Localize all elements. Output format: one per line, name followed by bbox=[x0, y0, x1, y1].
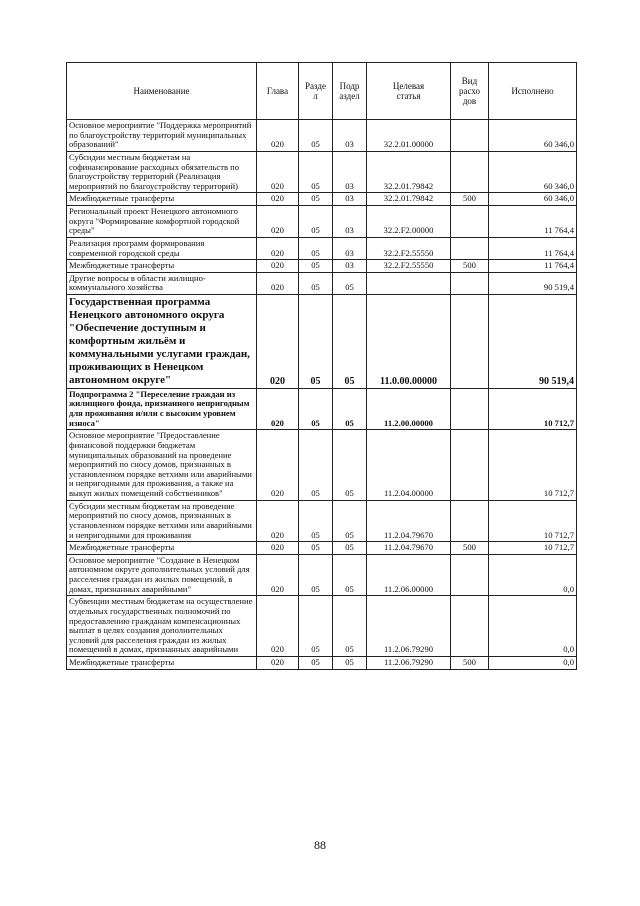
cell-vid bbox=[451, 500, 489, 542]
cell-razdel: 05 bbox=[299, 542, 333, 555]
cell-amount: 90 519,4 bbox=[489, 295, 577, 389]
cell-podrazdel: 05 bbox=[333, 388, 367, 430]
cell-glava: 020 bbox=[257, 500, 299, 542]
table-row bbox=[67, 120, 577, 152]
header-row bbox=[67, 63, 577, 120]
cell-vid: 500 bbox=[451, 542, 489, 555]
cell-amount: 60 346,0 bbox=[489, 151, 577, 193]
cell-glava: 020 bbox=[257, 260, 299, 273]
header-name: Наименование bbox=[67, 63, 257, 120]
cell-vid bbox=[451, 388, 489, 430]
table-row bbox=[67, 554, 577, 596]
cell-razdel: 05 bbox=[299, 430, 333, 500]
table-row bbox=[67, 500, 577, 542]
table-row bbox=[67, 272, 577, 294]
cell-vid: 500 bbox=[451, 193, 489, 206]
cell-glava: 020 bbox=[257, 193, 299, 206]
cell-glava: 020 bbox=[257, 237, 299, 259]
cell-vid: 500 bbox=[451, 657, 489, 670]
cell-amount: 11 764,4 bbox=[489, 237, 577, 259]
cell-amount: 10 712,7 bbox=[489, 388, 577, 430]
cell-name: Реализация программ формирования современной городской среды bbox=[67, 237, 257, 259]
cell-razdel: 05 bbox=[299, 554, 333, 596]
cell-razdel: 05 bbox=[299, 120, 333, 152]
cell-razdel: 05 bbox=[299, 206, 333, 238]
cell-name: Региональный проект Ненецкого автономного округа "Формирование комфортной городской среды" bbox=[67, 206, 257, 238]
table-row bbox=[67, 388, 577, 430]
table-row bbox=[67, 657, 577, 670]
cell-article: 11.2.00.00000 bbox=[367, 388, 451, 430]
header-vid: Вид расхо дов bbox=[451, 63, 489, 120]
cell-amount: 10 712,7 bbox=[489, 430, 577, 500]
cell-vid bbox=[451, 206, 489, 238]
cell-podrazdel: 05 bbox=[333, 430, 367, 500]
cell-article: 11.2.04.79670 bbox=[367, 542, 451, 555]
table-row bbox=[67, 430, 577, 500]
cell-name: Межбюджетные трансферты bbox=[67, 542, 257, 555]
cell-name: Государственная программа Ненецкого автономного округа "Обеспечение доступным и комфортным жильём и коммунальными услугами граждан, проживающих в Ненецком автономном округе" bbox=[67, 295, 257, 389]
cell-vid bbox=[451, 272, 489, 294]
cell-vid bbox=[451, 430, 489, 500]
table-row bbox=[67, 596, 577, 657]
cell-glava: 020 bbox=[257, 206, 299, 238]
cell-vid: 500 bbox=[451, 260, 489, 273]
cell-amount: 11 764,4 bbox=[489, 206, 577, 238]
cell-amount: 10 712,7 bbox=[489, 500, 577, 542]
cell-amount: 0,0 bbox=[489, 596, 577, 657]
cell-article: 32.2.01.00000 bbox=[367, 120, 451, 152]
cell-amount: 60 346,0 bbox=[489, 120, 577, 152]
cell-razdel: 05 bbox=[299, 657, 333, 670]
table-row bbox=[67, 193, 577, 206]
cell-razdel: 05 bbox=[299, 388, 333, 430]
cell-podrazdel: 03 bbox=[333, 206, 367, 238]
cell-name: Межбюджетные трансферты bbox=[67, 193, 257, 206]
cell-podrazdel: 03 bbox=[333, 193, 367, 206]
cell-article: 11.2.06.00000 bbox=[367, 554, 451, 596]
cell-podrazdel: 05 bbox=[333, 295, 367, 389]
cell-name: Основное мероприятие "Предоставление финансовой поддержки бюджетам муниципальных образований на проведение мероприятий по сносу домов, признанных в установленном порядке ветхими или аварийными и непригодными для проживания, а также на выкуп жилых помещений собственников" bbox=[67, 430, 257, 500]
cell-glava: 020 bbox=[257, 388, 299, 430]
cell-glava: 020 bbox=[257, 295, 299, 389]
cell-vid bbox=[451, 120, 489, 152]
cell-podrazdel: 05 bbox=[333, 272, 367, 294]
cell-article: 11.2.06.79290 bbox=[367, 596, 451, 657]
cell-podrazdel: 03 bbox=[333, 120, 367, 152]
cell-podrazdel: 05 bbox=[333, 596, 367, 657]
cell-amount: 11 764,4 bbox=[489, 260, 577, 273]
cell-podrazdel: 05 bbox=[333, 500, 367, 542]
cell-article: 32.2.F2.55550 bbox=[367, 260, 451, 273]
table-row bbox=[67, 237, 577, 259]
cell-article: 11.2.04.00000 bbox=[367, 430, 451, 500]
cell-podrazdel: 05 bbox=[333, 542, 367, 555]
cell-vid bbox=[451, 237, 489, 259]
table-row bbox=[67, 295, 577, 389]
cell-name: Субсидии местным бюджетам на проведение мероприятий по сносу домов, признанных в установленном порядке ветхими или аварийными и непригодными для проживания bbox=[67, 500, 257, 542]
cell-podrazdel: 05 bbox=[333, 657, 367, 670]
table-header bbox=[67, 63, 577, 120]
cell-razdel: 05 bbox=[299, 272, 333, 294]
cell-amount: 0,0 bbox=[489, 554, 577, 596]
cell-name: Основное мероприятие "Создание в Ненецком автономном округе дополнительных условий для расселения граждан из жилых помещений, в домах, признанных аварийными" bbox=[67, 554, 257, 596]
cell-amount: 10 712,7 bbox=[489, 542, 577, 555]
cell-razdel: 05 bbox=[299, 260, 333, 273]
table-row bbox=[67, 206, 577, 238]
budget-execution-table bbox=[66, 62, 577, 670]
cell-name: Подпрограмма 2 "Переселение граждан из жилищного фонда, признанного непригодным для проживания и/или с высоким уровнем износа" bbox=[67, 388, 257, 430]
table-row bbox=[67, 260, 577, 273]
cell-name: Межбюджетные трансферты bbox=[67, 260, 257, 273]
page-number: 88 bbox=[314, 838, 326, 852]
cell-glava: 020 bbox=[257, 120, 299, 152]
header-razdel: Разде л bbox=[299, 63, 333, 120]
cell-razdel: 05 bbox=[299, 193, 333, 206]
header-amount: Исполнено bbox=[489, 63, 577, 120]
cell-name: Субвенции местным бюджетам на осуществление отдельных государственных полномочий по предоставлению гражданам компенсационных выплат в целях создания дополнительных условий для расселения граждан из жилых помещений в домах, признанных аварийными bbox=[67, 596, 257, 657]
header-podrazdel: Подр аздел bbox=[333, 63, 367, 120]
cell-amount: 60 346,0 bbox=[489, 193, 577, 206]
cell-glava: 020 bbox=[257, 657, 299, 670]
cell-podrazdel: 03 bbox=[333, 151, 367, 193]
cell-article: 32.2.01.79842 bbox=[367, 193, 451, 206]
cell-glava: 020 bbox=[257, 542, 299, 555]
cell-amount: 0,0 bbox=[489, 657, 577, 670]
cell-name: Основное мероприятие "Поддержка мероприятий по благоустройству территорий муниципальных образований" bbox=[67, 120, 257, 152]
cell-glava: 020 bbox=[257, 554, 299, 596]
cell-article: 11.0.00.00000 bbox=[367, 295, 451, 389]
cell-podrazdel: 05 bbox=[333, 554, 367, 596]
cell-vid bbox=[451, 151, 489, 193]
cell-razdel: 05 bbox=[299, 151, 333, 193]
cell-vid bbox=[451, 596, 489, 657]
cell-razdel: 05 bbox=[299, 295, 333, 389]
header-article: Целевая статья bbox=[367, 63, 451, 120]
table-row bbox=[67, 542, 577, 555]
cell-name: Субсидии местным бюджетам на софинансирование расходных обязательств по благоустройству территорий (Реализация мероприятий по благоустройству территорий) bbox=[67, 151, 257, 193]
cell-glava: 020 bbox=[257, 596, 299, 657]
cell-article: 32.2.01.79842 bbox=[367, 151, 451, 193]
cell-razdel: 05 bbox=[299, 500, 333, 542]
cell-article: 32.2.F2.00000 bbox=[367, 206, 451, 238]
cell-glava: 020 bbox=[257, 430, 299, 500]
cell-article: 11.2.06.79290 bbox=[367, 657, 451, 670]
cell-name: Межбюджетные трансферты bbox=[67, 657, 257, 670]
header-glava: Глава bbox=[257, 63, 299, 120]
cell-article: 32.2.F2.55550 bbox=[367, 237, 451, 259]
cell-podrazdel: 03 bbox=[333, 260, 367, 273]
cell-article: 11.2.04.79670 bbox=[367, 500, 451, 542]
cell-amount: 90 519,4 bbox=[489, 272, 577, 294]
cell-vid bbox=[451, 295, 489, 389]
cell-podrazdel: 03 bbox=[333, 237, 367, 259]
cell-vid bbox=[451, 554, 489, 596]
cell-name: Другие вопросы в области жилищно-коммунального хозяйства bbox=[67, 272, 257, 294]
table-body bbox=[67, 120, 577, 670]
cell-glava: 020 bbox=[257, 272, 299, 294]
cell-article bbox=[367, 272, 451, 294]
cell-razdel: 05 bbox=[299, 237, 333, 259]
cell-glava: 020 bbox=[257, 151, 299, 193]
table-row bbox=[67, 151, 577, 193]
cell-razdel: 05 bbox=[299, 596, 333, 657]
